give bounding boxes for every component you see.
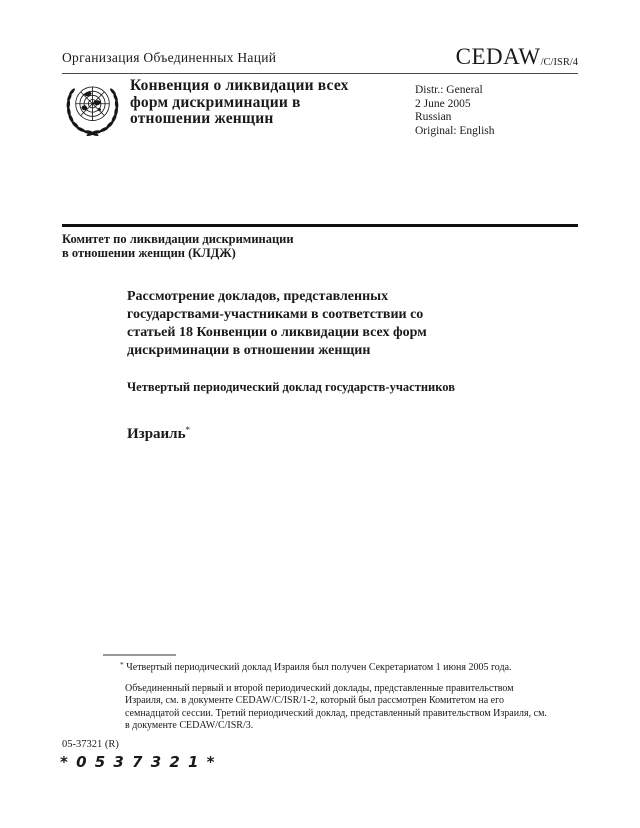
distribution-block (415, 84, 495, 138)
un-emblem-icon (61, 79, 124, 139)
country-name (127, 425, 190, 443)
distr-original: Original: English (415, 124, 495, 137)
document-symbol-suffix: /C/ISR/4 (540, 57, 578, 68)
convention-title-line: форм дискриминации в (130, 93, 301, 111)
footnote-1-text: Четвертый периодический доклад Израиля был получен Секретариатом 1 июня 2005 года. (126, 662, 512, 673)
distr-type: Distr.: General (415, 84, 483, 96)
footnote-separator (103, 654, 176, 656)
document-symbol (456, 44, 578, 70)
report-title-line: дискриминации в отношении женщин (127, 343, 371, 358)
convention-title (130, 78, 415, 128)
footnote-2: Объединенный первый и второй периодический доклады, представленные правительством Израиля, см. в документе CEDAW/C/ISR/1-2, который был рассмотрен Комитетом на его семнадцатой сессии. Третий периодический доклад, представленный правительством Израиля, см. в документе CEDAW/C/ISR/3. (125, 683, 547, 732)
country-name-text: Израиль (127, 426, 186, 442)
report-title-line: Рассмотрение докладов, представленных (127, 289, 389, 304)
job-number: 05-37321 (R) (62, 739, 119, 750)
committee-name-line: в отношении женщин (КЛДЖ) (62, 246, 236, 260)
report-title-line: статьей 18 Конвенции о ликвидации всех форм (127, 325, 427, 340)
distr-date: 2 June 2005 (415, 97, 471, 110)
committee-name-line: Комитет по ликвидации дискриминации (62, 232, 294, 246)
report-title (127, 288, 427, 360)
header-rule (62, 73, 578, 74)
section-rule (62, 224, 578, 227)
committee-name (62, 232, 294, 260)
report-title-line: государствами-участниками в соответствии со (127, 307, 424, 322)
convention-title-line: Конвенция о ликвидации всех (130, 77, 349, 94)
un-org-name: Организация Объединенных Наций (62, 50, 277, 65)
convention-title-line: отношении женщин (130, 110, 274, 127)
footnote-marker: * (120, 660, 124, 669)
barcode-text: * 0 5 3 7 3 2 1 * (60, 753, 217, 771)
distr-language: Russian (415, 111, 452, 123)
footnote-1 (120, 659, 550, 674)
country-footnote-marker: * (185, 425, 191, 435)
report-type: Четвертый периодический доклад государств-участников (127, 380, 455, 394)
document-symbol-main: CEDAW (455, 44, 541, 69)
